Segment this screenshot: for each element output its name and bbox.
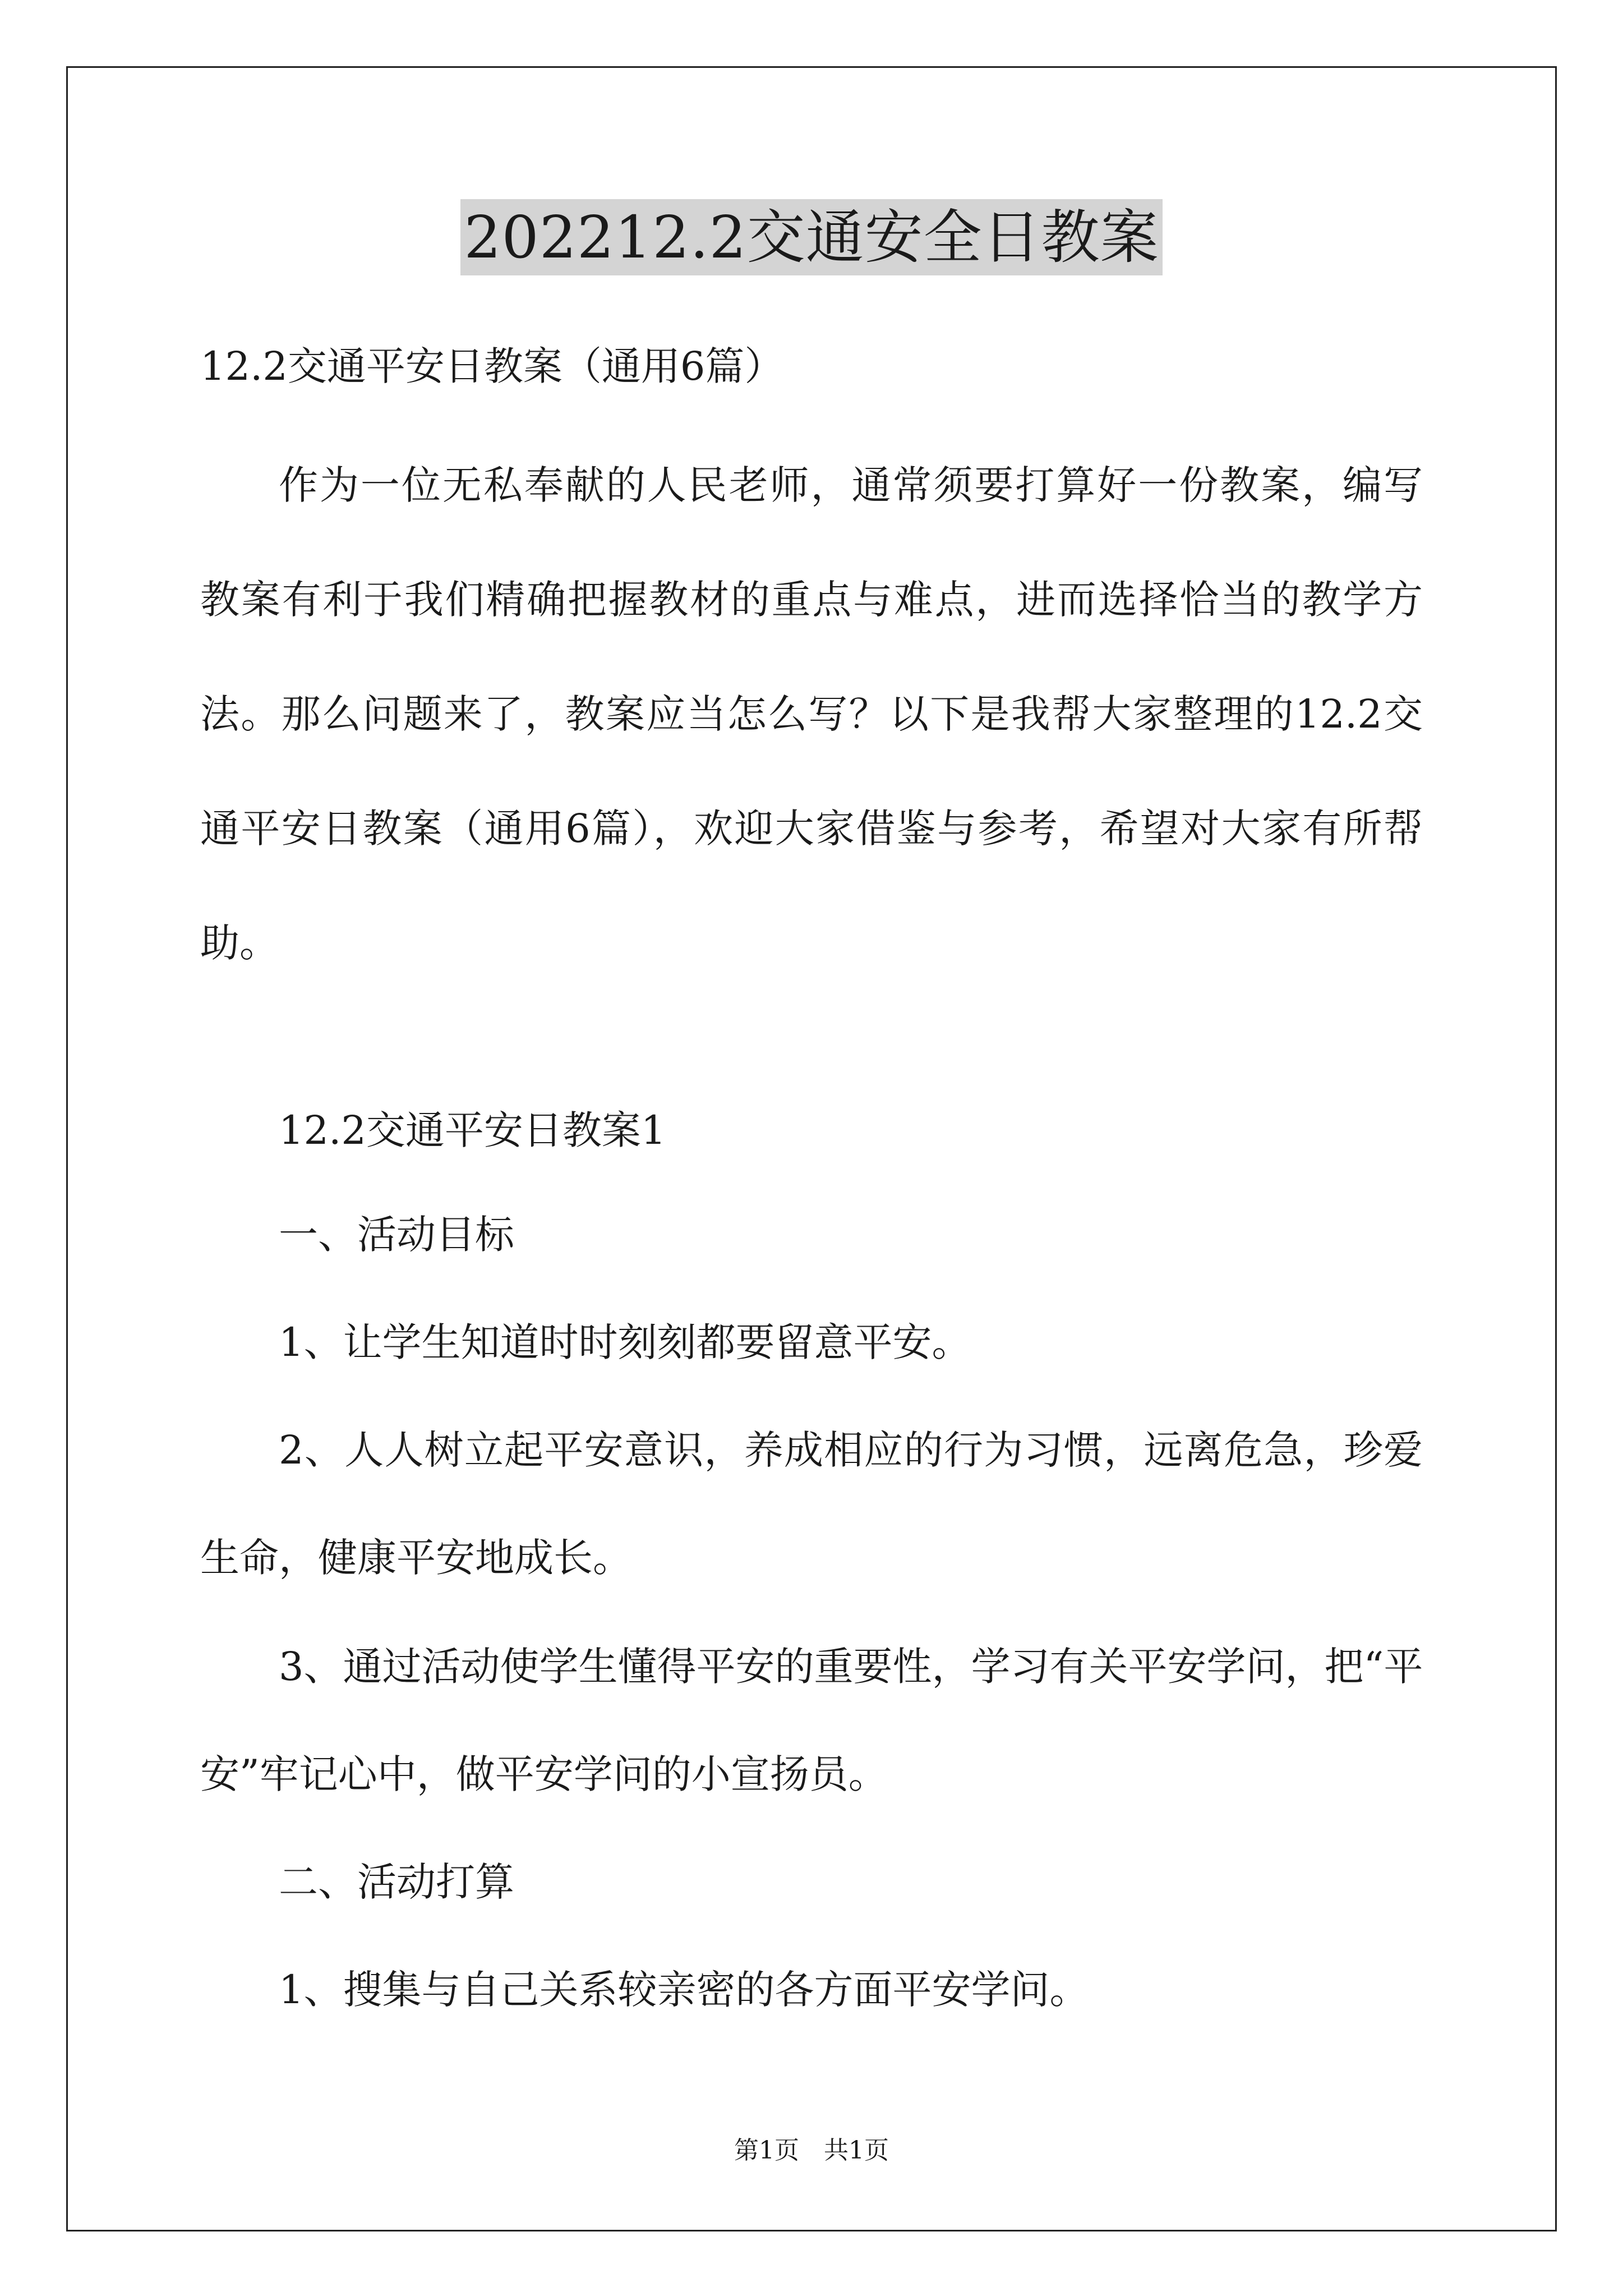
document-subtitle: 12.2交通平安日教案（通用6篇） [200,343,784,389]
goal-2-line-1: 2、人人树立起平安意识，养成相应的行为习惯，远离危急，珍爱 [279,1427,1423,1473]
intro-line-1: 作为一位无私奉献的人民老师，通常须要打算好一份教案，编写 [279,462,1423,508]
intro-line-2: 教案有利于我们精确把握教材的重点与难点，进而选择恰当的教学方 [200,577,1423,623]
goal-3-line-1: 3、通过活动使学生懂得平安的重要性，学习有关平安学问，把“平 [279,1644,1423,1690]
prep-1: 1、搜集与自己关系较亲密的各方面平安学问。 [279,1967,1089,2013]
intro-line-3: 法。那么问题来了，教案应当怎么写？以下是我帮大家整理的12.2交 [200,691,1423,737]
goal-3-line-2: 安”牢记心中，做平安学问的小宣扬员。 [200,1751,888,1797]
document-title: 202212.2交通安全日教案 [460,199,1162,275]
part1-heading: 一、活动目标 [279,1212,514,1258]
part2-heading: 二、活动打算 [279,1859,514,1905]
section-heading: 12.2交通平安日教案1 [279,1107,666,1153]
intro-line-5: 助。 [200,920,279,966]
goal-2-line-2: 生命，健康平安地成长。 [200,1535,632,1581]
intro-line-4: 通平安日教案（通用6篇），欢迎大家借鉴与参考，希望对大家有所帮 [200,806,1423,852]
goal-1: 1、让学生知道时时刻刻都要留意平安。 [279,1319,971,1365]
page-number: 第1页 共1页 [734,2136,889,2165]
